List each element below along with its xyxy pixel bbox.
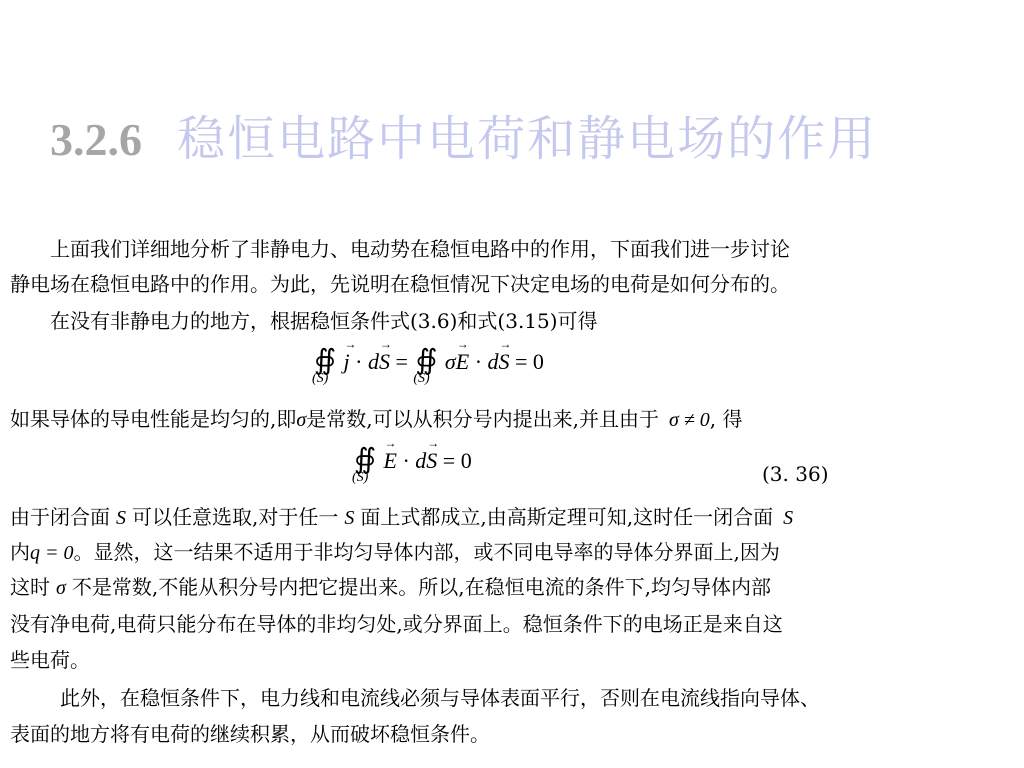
equation-1: ∯ (S) → j · d→ S = ∯ (S) σ→ E · d→ S = 0 [312,343,544,377]
equals-sign: = [395,349,408,374]
sigma-symbol: σ [296,409,307,431]
paragraph-3-line-1: 如果导体的导电性能是均匀的,即σ是常数,可以从积分号内提出来,并且由于 σ ≠ 0, 得 [10,407,743,431]
paragraph-2-line-1: 在没有非静电力的地方，根据稳恒条件式(3.6)和式(3.15)可得 [50,309,598,333]
equation-2-rhs: = 0 [442,448,472,473]
vector-j: → j [344,349,350,375]
paragraph-4-line-1: 由于闭合面 S 可以任意选取,对于任一 S 面上式都成立,由高斯定理可知,这时任一闭合面 S [10,505,794,529]
double-integral-1: ∯ (S) [312,345,337,386]
paragraph-4-line-3: 这时 σ 不是常数,不能从积分号内把它提出来。所以,在稳恒电流的条件下,均匀导体内部 [10,575,771,599]
equation-2: ∯ (S) → E · d→ S = 0 [352,442,472,476]
dot-operator: · [355,349,363,374]
vector-S: → S [379,349,390,375]
paragraph-5-line-1: 此外，在稳恒条件下，电力线和电流线必须与导体表面平行，否则在电流线指向导体、 [60,686,820,710]
paragraph-4-line-4: 没有净电荷,电荷只能分布在导体的非均匀处,或分界面上。稳恒条件下的电场正是来自这 [10,612,783,636]
sigma-neq-zero: σ ≠ 0 [668,409,710,431]
paragraph-1-line-2: 静电场在稳恒电路中的作用。为此，先说明在稳恒情况下决定电场的电荷是如何分布的。 [10,272,790,296]
double-integral-3: ∯ (S) [352,444,377,485]
slide-title [50,100,877,169]
vector-E: → E [456,349,469,375]
equation-1-rhs: = 0 [515,349,544,374]
paragraph-4-line-5: 些电荷。 [10,648,90,672]
equation-number: (3. 36) [762,462,829,486]
vector-E: → E [384,448,397,474]
section-title: 稳恒电路中电荷和静电场的作用 [177,111,878,167]
paragraph-4-line-2: 内q = 0。显然，这一结果不适用于非均匀导体内部，或不同电导率的导体分界面上,因为 [10,540,780,564]
q-equals-zero: q = 0 [30,542,74,564]
paragraph-5-line-2: 表面的地方将有电荷的继续积累，从而破坏稳恒条件。 [10,722,490,746]
double-integral-2: ∯ (S) [413,345,438,386]
paragraph-1-line-1: 上面我们详细地分析了非静电力、电动势在稳恒电路中的作用，下面我们进一步讨论 [50,237,790,261]
section-number: 3.2.6 [50,114,142,165]
